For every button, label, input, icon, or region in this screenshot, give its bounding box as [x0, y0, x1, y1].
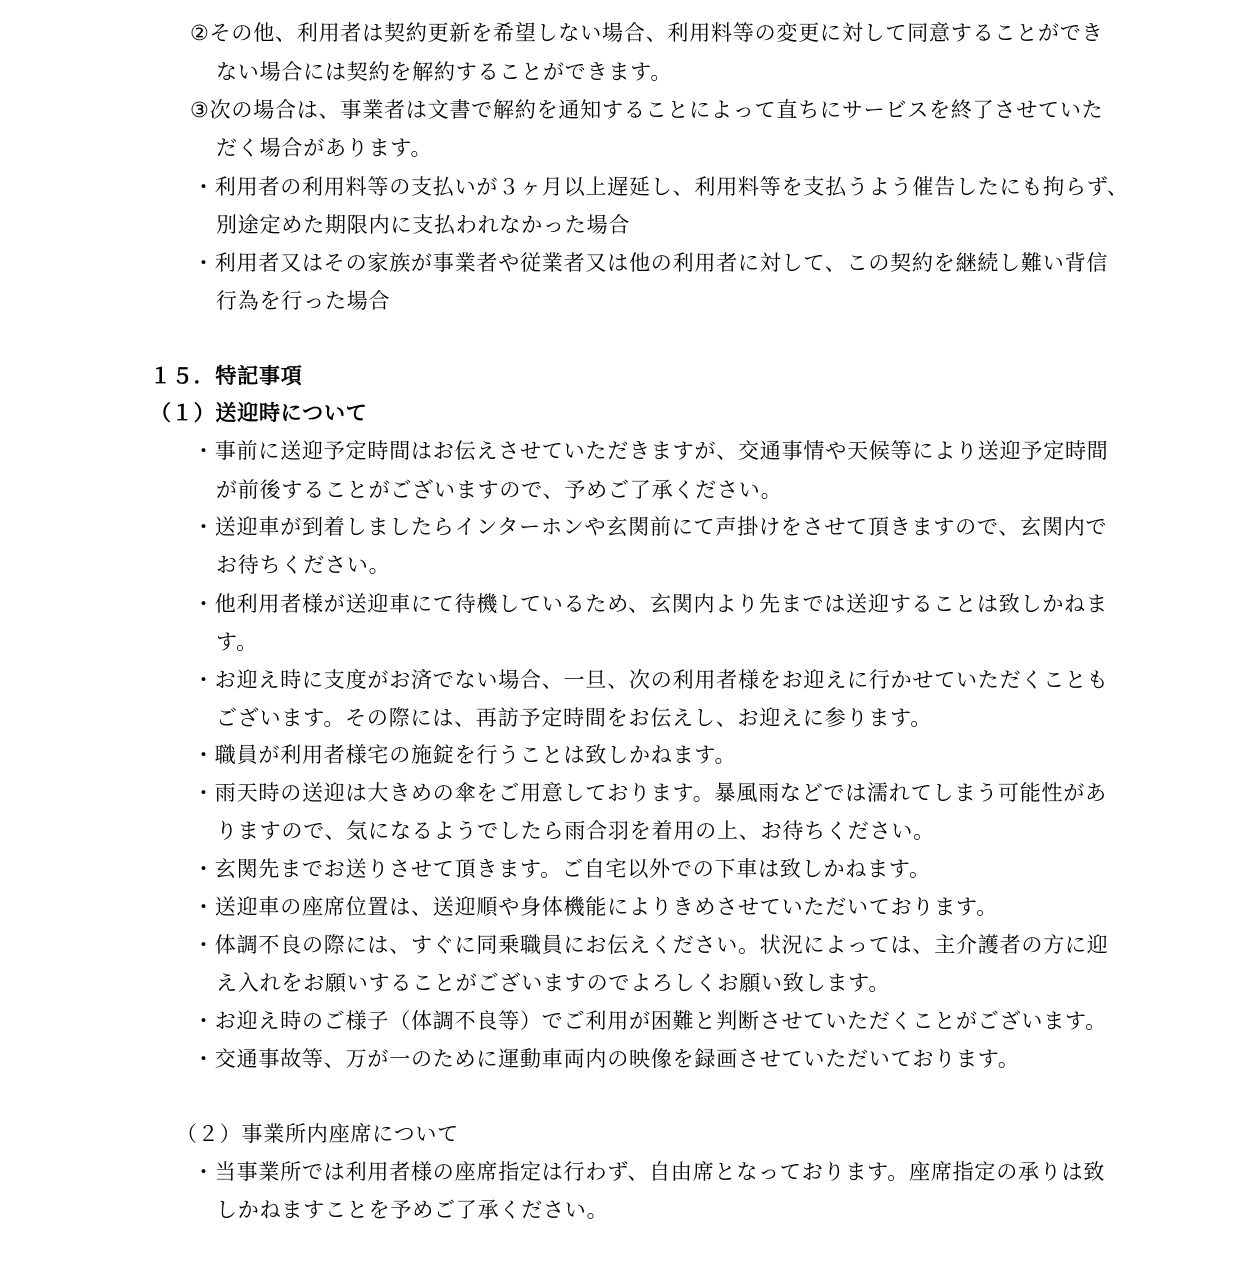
- pickup-bullet-8: ・送迎車の座席位置は、送迎順や身体機能によりきめさせていただいております。: [193, 895, 998, 919]
- pickup-bullet-4-line-1: ・お迎え時に支度がお済でない場合、一旦、次の利用者様をお迎えに行かせていただくことも: [193, 668, 1109, 692]
- pickup-bullet-2-line-1: ・送迎車が到着しましたらインターホンや玄関前にて声掛けをさせて頂きますので、玄関内で: [193, 515, 1108, 539]
- pickup-bullet-9-line-2: え入れをお願いすることがございますのでよろしくお願い致します。: [216, 971, 891, 995]
- termination-bullet-1-line-2: 別途定めた期限内に支払われなかった場合: [216, 213, 631, 237]
- pickup-bullet-7: ・玄関先までお送りさせて頂きます。ご自宅以外での下車は致しかねます。: [193, 857, 931, 881]
- pickup-bullet-5: ・職員が利用者様宅の施錠を行うことは致しかねます。: [193, 743, 737, 767]
- subsection-1-title: （１）送迎時について: [150, 401, 368, 425]
- pickup-bullet-1-line-1: ・事前に送迎予定時間はお伝えさせていただきますが、交通事情や天候等により送迎予定時間: [193, 439, 1109, 463]
- termination-bullet-2-line-2: 行為を行った場合: [216, 289, 391, 313]
- item-2-line-2: ない場合には契約を解約することができます。: [216, 60, 673, 84]
- section-15-title: １５．特記事項: [150, 364, 303, 388]
- item-3-line-1: ③次の場合は、事業者は文書で解約を通知することによって直ちにサービスを終了させていた: [190, 98, 1104, 122]
- pickup-bullet-3-line-1: ・他利用者様が送迎車にて待機しているため、玄関内より先までは送迎することは致しかねま: [193, 592, 1108, 616]
- item-3-line-2: だく場合があります。: [216, 136, 433, 160]
- pickup-bullet-3-line-2: す。: [216, 630, 258, 654]
- termination-bullet-1-line-1: ・利用者の利用料等の支払いが３ヶ月以上遅延し、利用料等を支払うよう催告したにも拘らず、: [193, 175, 1129, 199]
- seating-bullet-1-line-1: ・当事業所では利用者様の座席指定は行わず、自由席となっております。座席指定の承りは致: [193, 1160, 1106, 1184]
- seating-bullet-1-line-2: しかねますことを予めご了承ください。: [216, 1198, 609, 1222]
- pickup-bullet-9-line-1: ・体調不良の際には、すぐに同乗職員にお伝えください。状況によっては、主介護者の方に迎: [193, 933, 1109, 957]
- pickup-bullet-11: ・交通事故等、万が一のために運動車両内の映像を録画させていただいております。: [193, 1047, 1020, 1071]
- pickup-bullet-1-line-2: が前後することがございますので、予めご了承ください。: [216, 478, 783, 502]
- pickup-bullet-6-line-2: りますので、気になるようでしたら雨合羽を着用の上、お待ちください。: [216, 819, 935, 843]
- termination-bullet-2-line-1: ・利用者又はその家族が事業者や従業者又は他の利用者に対して、この契約を継続し難い背信: [193, 251, 1109, 275]
- item-2-line-1: ②その他、利用者は契約更新を希望しない場合、利用料等の変更に対して同意することができ: [190, 21, 1104, 45]
- pickup-bullet-4-line-2: ございます。その際には、再訪予定時間をお伝えし、お迎えに参ります。: [216, 706, 933, 730]
- pickup-bullet-6-line-1: ・雨天時の送迎は大きめの傘をご用意しております。暴風雨などでは濡れてしまう可能性があ: [193, 781, 1107, 805]
- pickup-bullet-10: ・お迎え時のご様子（体調不良等）でご利用が困難と判断させていただくことがございます。: [193, 1009, 1107, 1033]
- subsection-2-title: （２）事業所内座席について: [176, 1122, 459, 1146]
- pickup-bullet-2-line-2: お待ちください。: [216, 553, 391, 577]
